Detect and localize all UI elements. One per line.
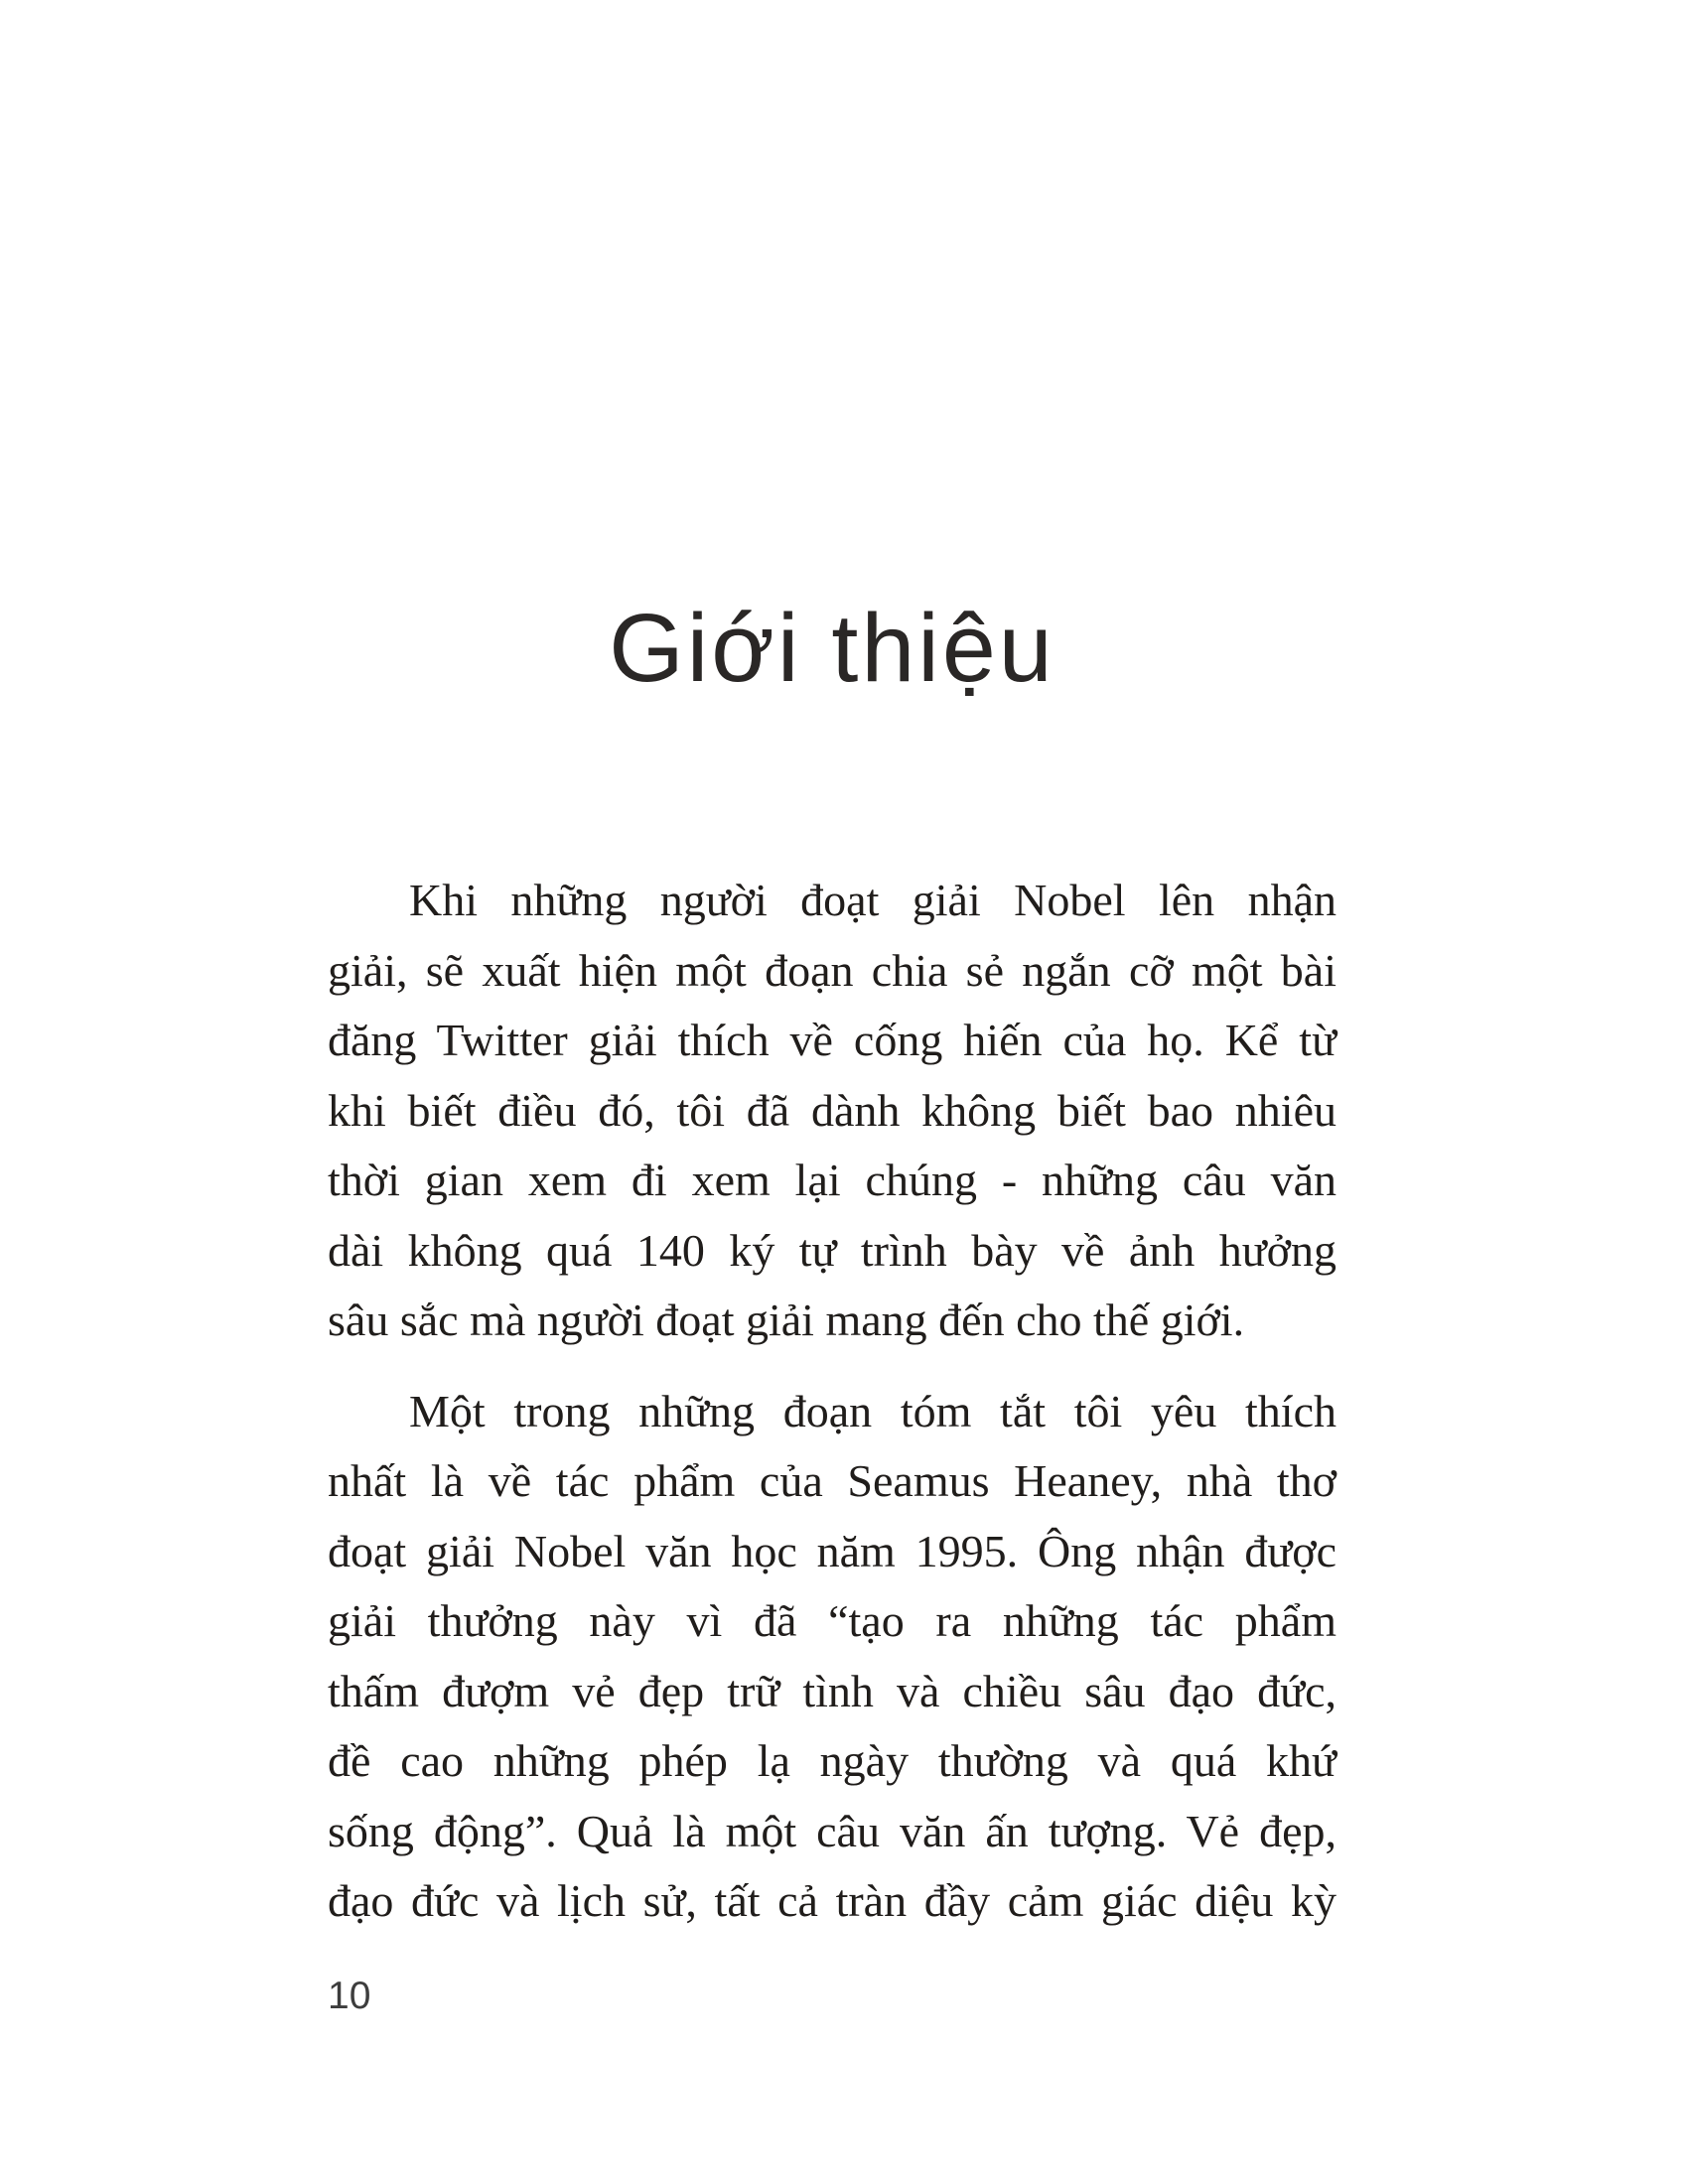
text-line: đoạt giải Nobel văn học năm 1995. Ông nhận được bbox=[328, 1525, 1336, 1576]
text-line: đăng Twitter giải thích về cống hiến của họ. Kể từ bbox=[328, 1015, 1336, 1065]
text-line: giải thưởng này vì đã “tạo ra những tác phẩm bbox=[328, 1595, 1336, 1646]
text-line: sâu sắc mà người đoạt giải mang đến cho thế giới. bbox=[328, 1295, 1245, 1345]
text-line: đạo đức và lịch sử, tất cả tràn đầy cảm giác diệu kỳ bbox=[328, 1875, 1336, 1926]
text-line: thấm đượm vẻ đẹp trữ tình và chiều sâu đạo đức, bbox=[328, 1665, 1336, 1716]
text-line: đề cao những phép lạ ngày thường và quá khứ bbox=[328, 1735, 1336, 1786]
text-line: dài không quá 140 ký tự trình bày về ảnh hưởng bbox=[328, 1224, 1336, 1276]
text-line: khi biết điều đó, tôi đã dành không biết bao nhiêu bbox=[328, 1084, 1336, 1136]
text-line: Khi những người đoạt giải Nobel lên nhận bbox=[409, 875, 1336, 925]
body-text bbox=[328, 866, 1336, 1937]
text-line: Một trong những đoạn tóm tắt tôi yêu thích bbox=[409, 1385, 1336, 1436]
chapter-title: Giới thiệu bbox=[609, 593, 1055, 702]
paragraph bbox=[328, 866, 1336, 1356]
text-line: sống động”. Quả là một câu văn ấn tượng. Vẻ đẹp, bbox=[328, 1805, 1336, 1856]
text-line: giải, sẽ xuất hiện một đoạn chia sẻ ngắn cỡ một bài bbox=[328, 944, 1336, 996]
paragraph bbox=[328, 1377, 1336, 1937]
page-number: 10 bbox=[328, 1975, 371, 2017]
text-line: thời gian xem đi xem lại chúng - những câu văn bbox=[328, 1155, 1336, 1205]
text-line: nhất là về tác phẩm của Seamus Heaney, nhà thơ bbox=[328, 1455, 1336, 1506]
